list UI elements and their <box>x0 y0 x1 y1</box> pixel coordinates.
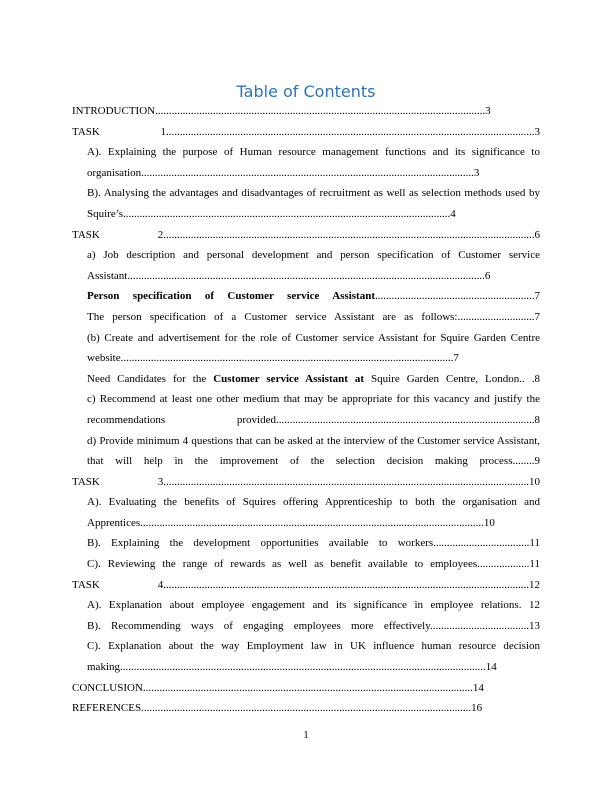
toc-entry[interactable] <box>72 472 540 493</box>
toc-entry-text: TASK 2.......................................................................................................................................6 <box>72 228 540 241</box>
toc-entry-text: A). Explaining the purpose of Human resource management functions and its significance to organisation.........................................................................................................................3 <box>87 146 540 179</box>
toc-entry-text: TASK 1......................................................................................................................................3 <box>72 125 540 138</box>
toc-entry[interactable] <box>72 636 540 677</box>
toc-entry[interactable] <box>72 389 540 430</box>
toc-entry-text: REFERENCES........................................................................................................................16 <box>72 702 483 715</box>
toc-entry-text: Customer service Assistant at <box>213 372 365 385</box>
toc-entry[interactable] <box>72 431 540 472</box>
toc-entry-text: Need Candidates for the <box>87 372 214 385</box>
toc-entry[interactable] <box>72 575 540 596</box>
toc-entry[interactable] <box>72 678 540 699</box>
toc-entry[interactable] <box>72 698 540 719</box>
toc-entry-text: The person specification of a Customer service Assistant are as follows:............................7 <box>87 310 540 323</box>
toc-entry[interactable] <box>72 101 540 122</box>
toc-entry[interactable] <box>72 225 540 246</box>
toc-entry[interactable] <box>72 554 540 575</box>
toc-title: Table of Contents <box>236 82 376 101</box>
toc-entry-text: c) Recommend at least one other medium that may be appropriate for this vacancy and justify the recommendations provided..............................................................................................8 <box>87 393 540 426</box>
toc-entry-text: Person specification of Customer service Assistant <box>87 290 375 303</box>
toc-entry-text: INTRODUCTION........................................................................................................................3 <box>72 105 491 117</box>
toc-entry[interactable] <box>72 142 540 183</box>
toc-entry[interactable] <box>72 533 540 554</box>
toc-entry-text: a) Job description and personal development and person specification of Customer service Assistant..................................................................................................................................6 <box>87 249 540 282</box>
toc-entry[interactable] <box>72 369 540 390</box>
toc-entry-text: TASK 4.....................................................................................................................................12 <box>72 578 540 591</box>
toc-entry[interactable] <box>72 183 540 224</box>
toc-entry-text: C). Explanation about the way Employment law in UK influence human resource decision making.....................................................................................................................................14 <box>87 640 540 674</box>
toc-entry[interactable] <box>72 595 540 616</box>
toc-entry-text: Squire Garden Centre, London.. .8 <box>364 372 540 385</box>
toc-entry-text: C). Reviewing the range of rewards as well as benefit available to employees...................11 <box>87 558 540 571</box>
toc-entry-text: (b) Create and advertisement for the role of Customer service Assistant for Squire Garden Centre website.........................................................................................................................7 <box>87 331 540 365</box>
toc-entry[interactable] <box>72 245 540 286</box>
page-number: 1 <box>303 729 309 741</box>
toc-entry-text: CONCLUSION........................................................................................................................14 <box>72 681 484 694</box>
toc-entry[interactable] <box>72 492 540 533</box>
toc-entry-text: A). Explanation about employee engagement and its significance in employee relations. 12 <box>87 599 540 612</box>
toc-entry-text: d) Provide minimum 4 questions that can be asked at the interview of the Customer service Assistant, that will help in the improvement of the selection decision making process........9 <box>87 434 540 468</box>
toc-entry-text: B). Recommending ways of engaging employees more effectively....................................13 <box>87 619 540 632</box>
toc-entry[interactable] <box>72 616 540 637</box>
toc-entry-text: B). Explaining the development opportunities available to workers...................................11 <box>87 537 540 550</box>
toc-entry-text: TASK 3.....................................................................................................................................10 <box>72 475 540 488</box>
toc-entry-text: A). Evaluating the benefits of Squires offering Apprenticeship to both the organisation and Apprentices.............................................................................................................................10 <box>87 496 540 529</box>
toc-entry[interactable] <box>72 328 540 369</box>
toc-entry-text: B). Analysing the advantages and disadvantages of recruitment as well as selection methods used by Squire’s.......................................................................................................................4 <box>87 187 540 220</box>
toc-entry[interactable] <box>72 122 540 143</box>
toc-entry-text: ..........................................................7 <box>375 290 540 303</box>
toc-entry[interactable] <box>72 286 540 307</box>
toc-entry[interactable] <box>72 307 540 328</box>
table-of-contents <box>72 101 540 719</box>
